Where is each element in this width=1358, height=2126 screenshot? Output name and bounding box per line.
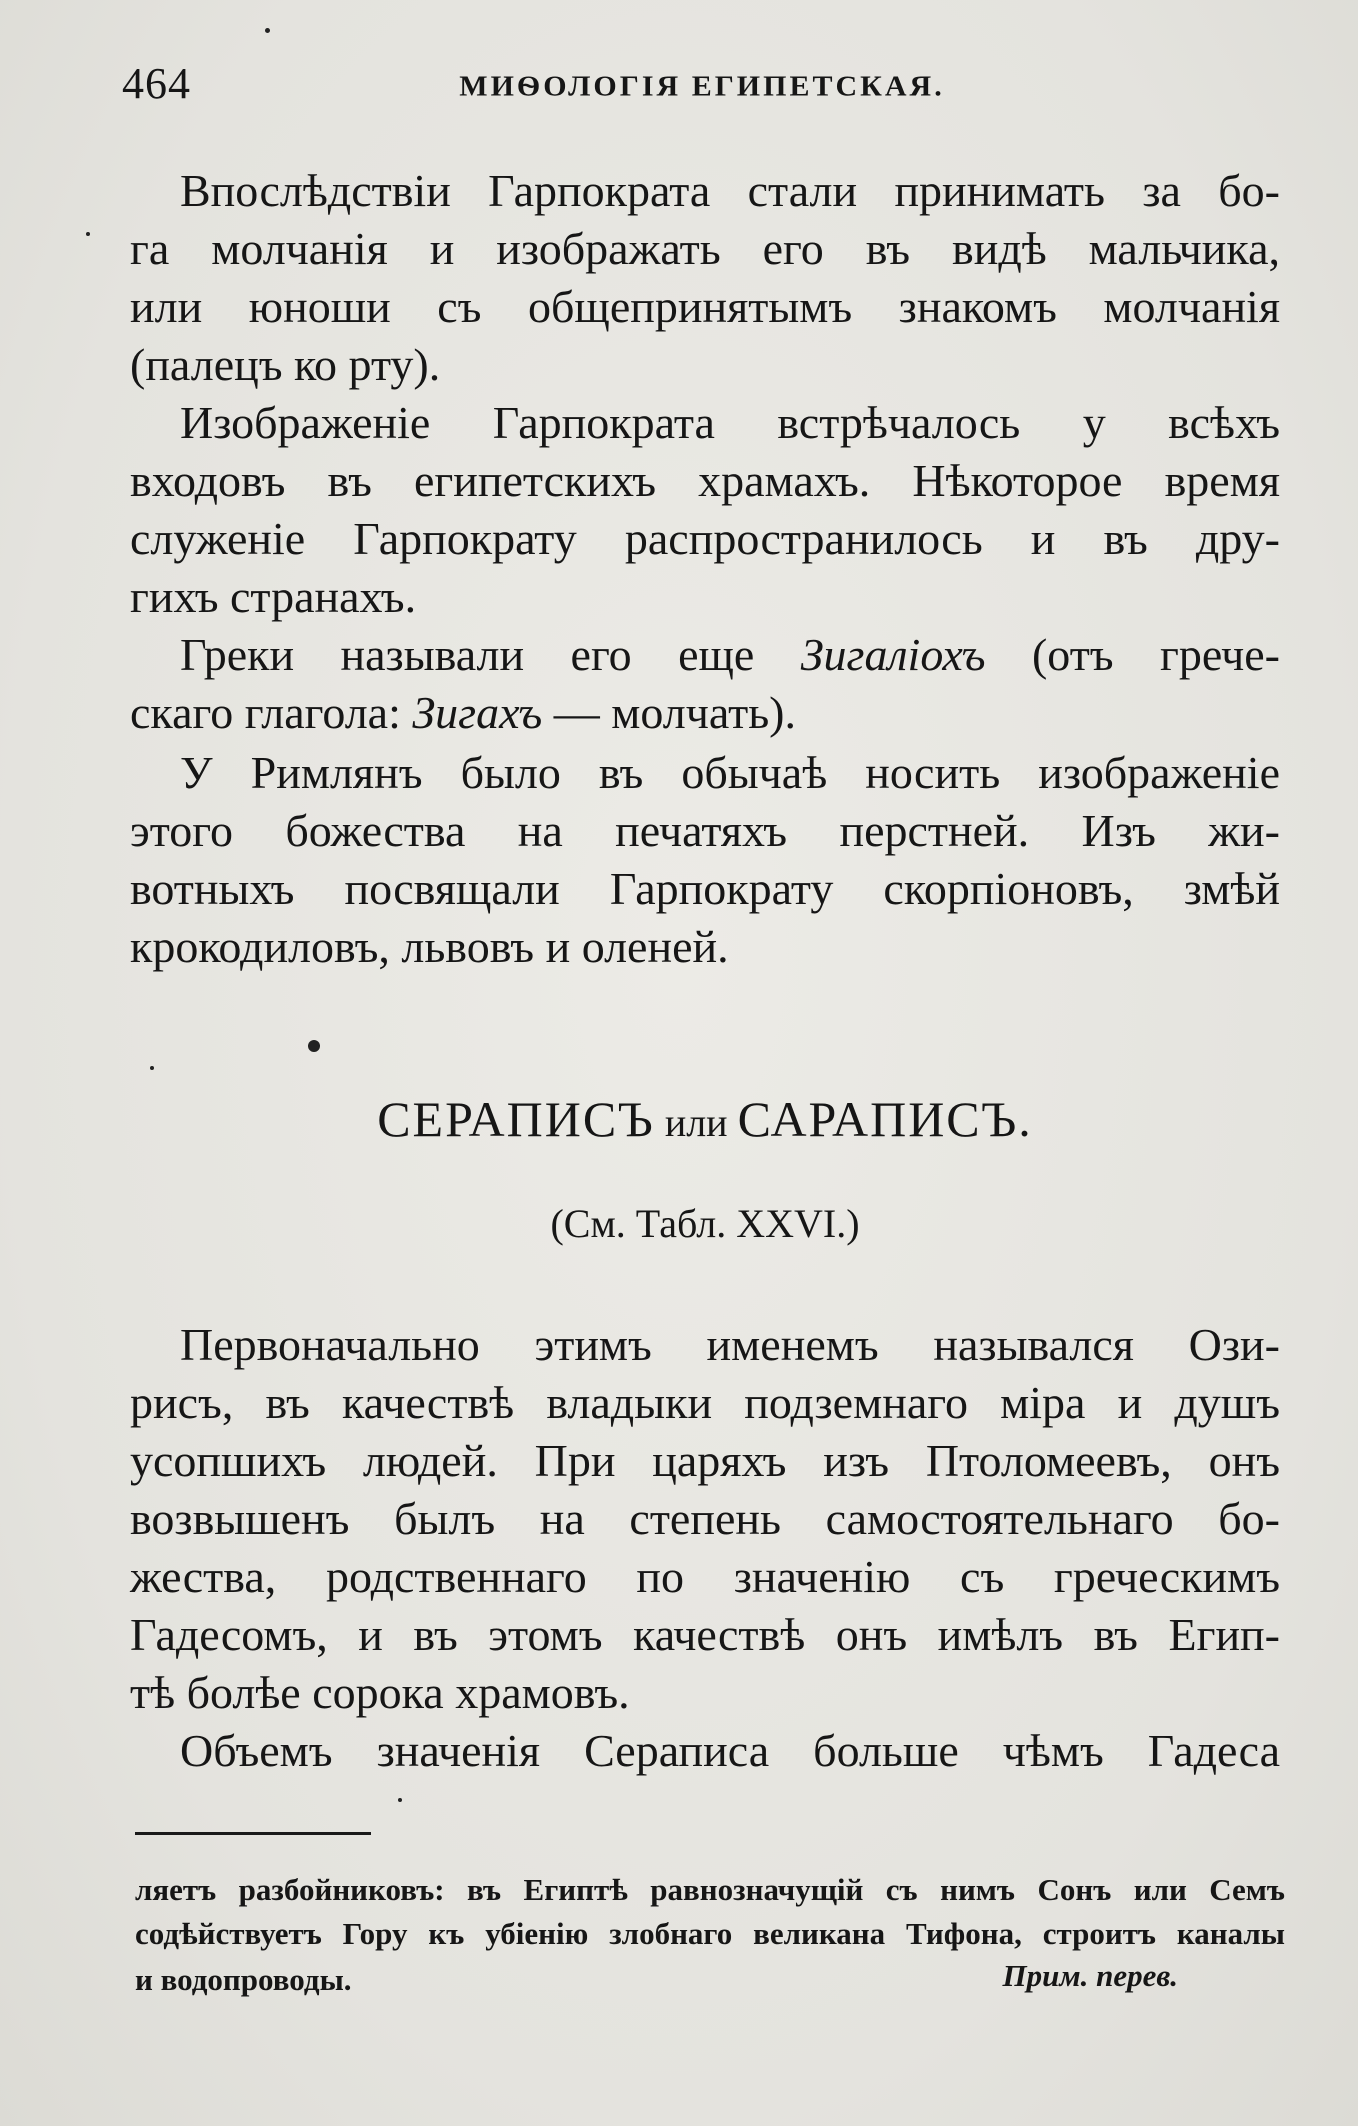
text-line bbox=[130, 684, 1280, 742]
text-line: гихъ странахъ. bbox=[130, 571, 417, 622]
text-line bbox=[180, 626, 1280, 684]
text-line: тѣ болѣе сорока храмовъ. bbox=[130, 1667, 630, 1718]
ink-speck bbox=[86, 232, 90, 236]
footnote-divider bbox=[135, 1832, 371, 1835]
text-line: га молчанія и изображать его въ видѣ мальчика, bbox=[130, 223, 1280, 274]
text-line: Гадесомъ, и въ этомъ качествѣ онъ имѣлъ въ Егип- bbox=[130, 1609, 1280, 1660]
section-title-part: СЕРАПИСЪ bbox=[377, 1091, 655, 1147]
text-line: входовъ въ египетскихъ храмахъ. Нѣкоторое время bbox=[130, 455, 1280, 506]
text-line: Изображеніе Гарпократа встрѣчалось у всѣхъ bbox=[180, 397, 1280, 448]
footnote-line: и водопроводы. bbox=[135, 1962, 352, 1997]
section-title-part: САРАПИСЪ. bbox=[737, 1091, 1033, 1147]
table-reference: (См. Табл. XXVI.) bbox=[550, 1201, 860, 1246]
footnote-signature: Прим. перев. bbox=[1002, 1958, 1178, 1993]
text-segment: скаго глагола: bbox=[130, 687, 413, 738]
ink-speck bbox=[150, 1066, 154, 1070]
text-line: возвышенъ былъ на степень самостоятельнаго бо- bbox=[130, 1493, 1280, 1544]
page-header bbox=[122, 58, 1282, 118]
text-line: крокодиловъ, львовъ и оленей. bbox=[130, 921, 729, 972]
text-segment: — молчать). bbox=[542, 687, 796, 738]
ink-speck bbox=[308, 1040, 320, 1052]
running-title: МИѲОЛОГІЯ ЕГИПЕТСКАЯ. bbox=[459, 70, 945, 103]
text-line: рисъ, въ качествѣ владыки подземнаго міра и душъ bbox=[130, 1377, 1280, 1428]
greek-term-italic: Зигахъ bbox=[412, 687, 543, 738]
text-line: Первоначально этимъ именемъ назывался Ози- bbox=[180, 1319, 1280, 1370]
text-line: служеніе Гарпократу распространилось и въ дру- bbox=[130, 513, 1280, 564]
footnote-line: ляетъ разбойниковъ: въ Египтѣ равнозначущій съ нимъ Сонъ или Семъ bbox=[135, 1872, 1285, 1907]
text-segment: Греки называли его еще bbox=[180, 629, 801, 680]
footnote-line: содѣйствуетъ Гору къ убіенію злобнаго великана Тифона, строитъ каналы bbox=[135, 1916, 1285, 1951]
section-title-part: или bbox=[654, 1100, 738, 1145]
section-title bbox=[130, 1090, 1280, 1148]
text-line: (палецъ ко рту). bbox=[130, 339, 441, 390]
ink-speck bbox=[265, 28, 270, 33]
text-segment: (отъ грече- bbox=[985, 629, 1281, 680]
text-line: или юноши съ общепринятымъ знакомъ молчанія bbox=[130, 281, 1280, 332]
text-line: Объемъ значенія Сераписа больше чѣмъ Гадеса bbox=[180, 1725, 1280, 1776]
text-line: вотныхъ посвящали Гарпократу скорпіоновъ, змѣй bbox=[130, 863, 1280, 914]
ink-speck bbox=[398, 1798, 402, 1802]
greek-term-italic: Зигаліохъ bbox=[800, 629, 986, 680]
text-line: У Римлянъ было въ обычаѣ носить изображеніе bbox=[180, 747, 1280, 798]
text-line: этого божества на печатяхъ перстней. Изъ жи- bbox=[130, 805, 1280, 856]
text-line: усопшихъ людей. При царяхъ изъ Птоломеевъ, онъ bbox=[130, 1435, 1280, 1486]
text-line: Впослѣдствіи Гарпократа стали принимать за бо- bbox=[180, 165, 1280, 216]
text-line: жества, родственнаго по значенію съ греческимъ bbox=[130, 1551, 1280, 1602]
page-number: 464 bbox=[122, 59, 191, 108]
